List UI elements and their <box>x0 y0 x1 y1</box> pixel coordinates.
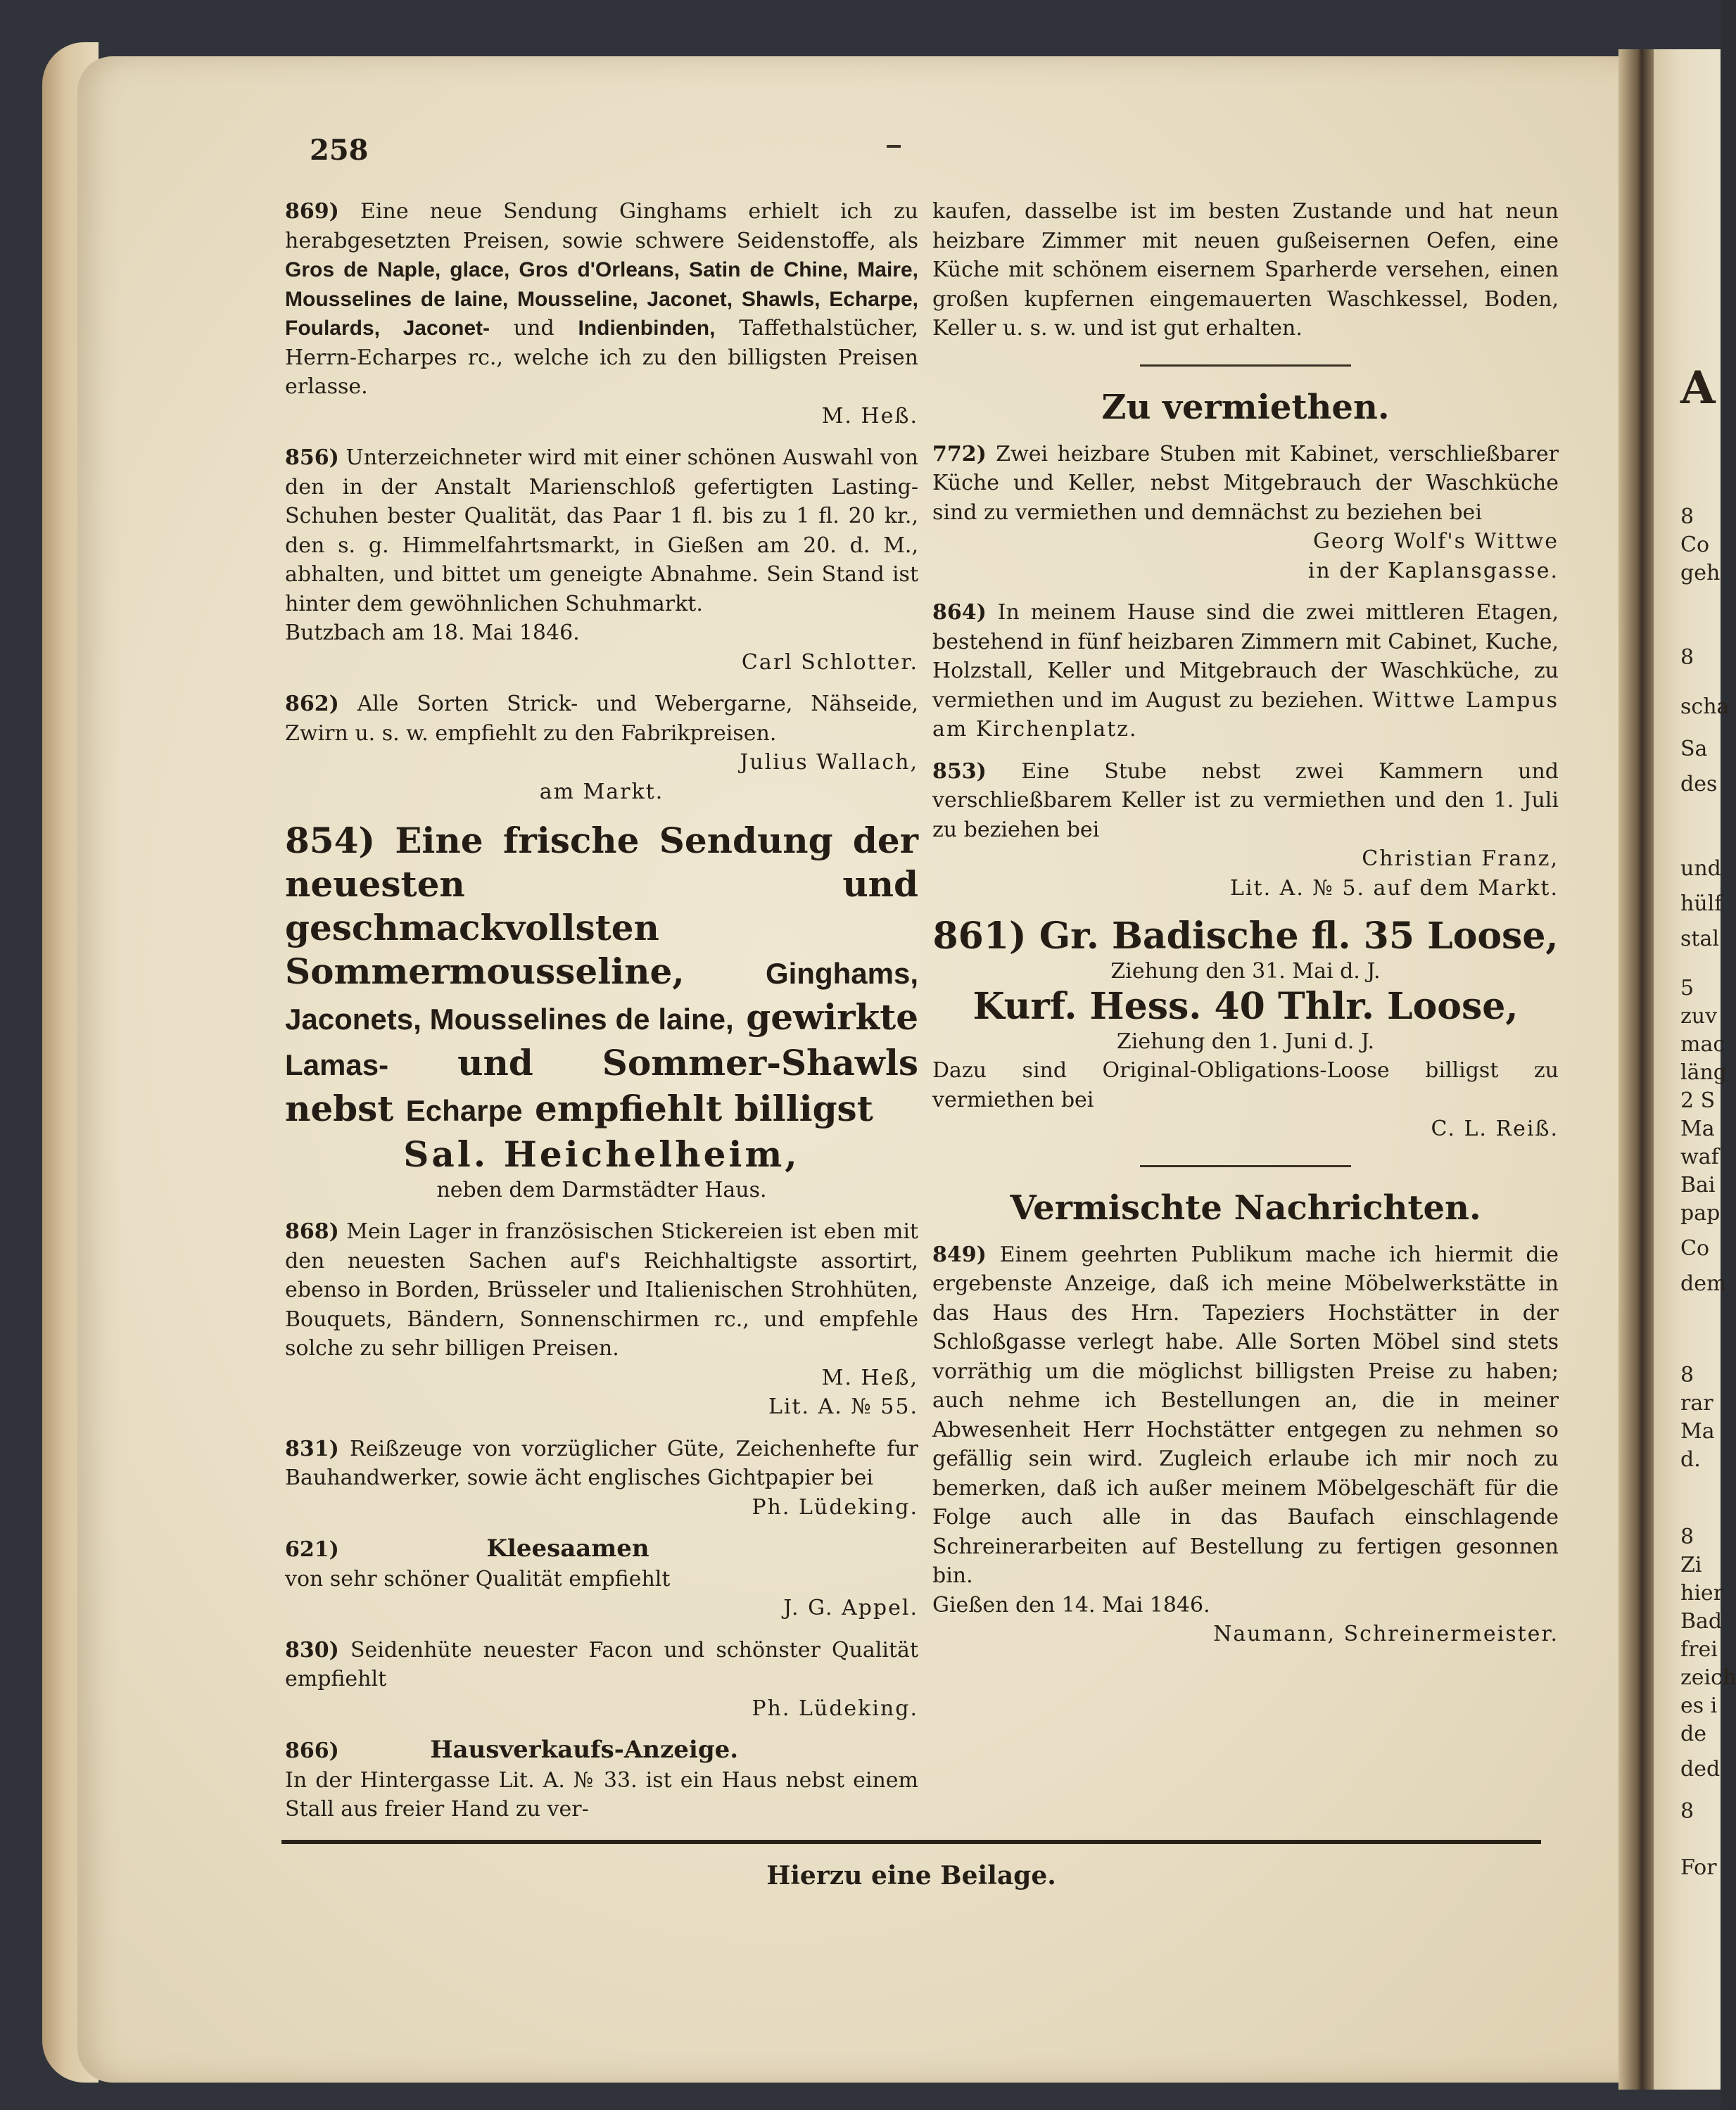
ad-853: 853) Eine Stube nebst zwei Kammern und verschließbarem Keller ist zu vermiethen und den 1. Juli zu beziehen bei Christian Franz, Lit. A. № 5. auf dem Markt. <box>932 757 1559 903</box>
ad-621-signature: J. G. Appel. <box>783 1596 918 1620</box>
header-mark <box>887 145 901 148</box>
next-page-fragment: waf <box>1680 1145 1719 1169</box>
ad-869-signature: M. Heß. <box>821 403 918 428</box>
ad-864-signature: Wittwe Lampus am Kirchenplatz. <box>932 687 1559 742</box>
next-page-fragment: es i <box>1680 1693 1718 1718</box>
next-page-fragment: A <box>1680 362 1716 414</box>
next-page-fragment: Ma <box>1680 1419 1715 1444</box>
next-page-fragment: Co <box>1680 533 1710 557</box>
page-number: 258 <box>310 134 369 167</box>
ad-831: 831) Reißzeuge von vorzüglicher Güte, Zeichenhefte fur Bauhandwerker, sowie ächt englisches Gichtpapier bei Ph. Lüdeking. <box>285 1435 918 1523</box>
ad-830: 830) Seidenhüte neuester Facon und schönster Qualität empfiehlt Ph. Lüdeking. <box>285 1636 918 1724</box>
left-column <box>285 197 918 1837</box>
ad-854-location: neben dem Darmstädter Haus. <box>436 1178 767 1202</box>
ad-772-signature: Georg Wolf's Wittwe <box>1312 529 1559 554</box>
ad-861-line1: 861) Gr. Badische fl. 35 Loose, <box>932 915 1559 958</box>
page-footer: Hierzu eine Beilage. <box>766 1861 1056 1890</box>
ad-868-location: Lit. A. № 55. <box>768 1394 918 1419</box>
next-page-fragment: Ma <box>1680 1117 1715 1141</box>
next-page-fragment: rar <box>1680 1391 1713 1416</box>
next-page-fragment: Bad <box>1680 1609 1723 1634</box>
ad-861: 861) Gr. Badische fl. 35 Loose, Ziehung den 31. Mai d. J. Kurf. Hess. 40 Thlr. Loose, Ziehung den 1. Juni d. J. Dazu sind Original-Obligations-Loose billigst zu vermiethen bei C. L. Reiß. <box>932 915 1559 1144</box>
next-page-fragment: hier <box>1680 1581 1724 1606</box>
next-page-fragment: 8 <box>1680 1525 1694 1549</box>
next-page-fragment: 8 <box>1680 645 1694 670</box>
ad-854: 854) Eine frische Sendung der neuesten und geschmackvollsten Sommermousseline, Ginghams, Jaconets, Mousselines de laine, gewirkte Lamas- und Sommer-Shawls nebst Echarpe empfiehlt billigst Sal. Heichelheim, neben dem Darmstädter Haus. <box>285 819 918 1205</box>
ad-868: 868) Mein Lager in französischen Stickereien ist eben mit den neuesten Sachen auf's Reichhaltigste assortirt, ebenso in Borden, Brüsseler und Italienischen Strohhüten, Bouquets, Bändern, Sonnenschirmen rc., und empfehle solche zu sehr billigen Preisen. M. Heß, Lit. A. № 55. <box>285 1217 918 1422</box>
next-page-fragment: hülf <box>1680 891 1723 916</box>
ad-854-signature: Sal. Heichelheim, <box>403 1133 800 1175</box>
ad-869: 869) Eine neue Sendung Ginghams erhielt ich zu herabgesetzten Preisen, sowie schwere Seidenstoffe, als Gros de Naple, glace, Gros d'Orleans, Satin de Chine, Maire, Mousselines de laine, Mousseline, Jaconet, Shawls, Echarpe, Foulards, Jaconet- und Indienbinden, Taffethalstücher, Herrn-Echarpes rc., welche ich zu den billigsten Preisen erlasse. M. Heß. <box>285 197 918 431</box>
next-page-fragment: 8 <box>1680 1799 1694 1824</box>
next-page-fragment: stal <box>1680 927 1719 951</box>
ad-862-location: am Markt. <box>539 779 664 804</box>
next-page-fragment: Co <box>1680 1236 1710 1261</box>
next-page-fragment: des <box>1680 772 1718 796</box>
next-page-fragment: zuv <box>1680 1004 1718 1029</box>
next-page-fragment: Zi <box>1680 1553 1702 1577</box>
separator-rule-2 <box>1140 1165 1351 1167</box>
next-page-fragment: dem <box>1680 1271 1727 1296</box>
ad-772-location: in der Kaplansgasse. <box>1307 558 1559 583</box>
next-page-fragment: mac <box>1680 1032 1725 1057</box>
next-page-fragment: Bai <box>1680 1173 1716 1197</box>
next-page-fragment: d. <box>1680 1447 1701 1472</box>
ad-856-signature: Carl Schlotter. <box>741 649 918 675</box>
ad-831-signature: Ph. Lüdeking. <box>752 1494 918 1520</box>
ad-830-signature: Ph. Lüdeking. <box>752 1696 918 1721</box>
separator-rule <box>1140 364 1351 367</box>
ad-621: 621) Kleesaamen von sehr schöner Qualität empfiehlt J. G. Appel. <box>285 1534 918 1623</box>
next-page-fragment: Sa <box>1680 737 1708 761</box>
next-page-fragment: de <box>1680 1722 1706 1746</box>
next-page-fragment: 5 <box>1680 976 1694 1000</box>
ad-861-signature: C. L. Reiß. <box>1431 1117 1559 1141</box>
ad-853-location: Lit. A. № 5. auf dem Markt. <box>1230 875 1559 901</box>
next-page-fragment: ded <box>1680 1757 1721 1781</box>
bottom-rule <box>281 1840 1541 1844</box>
ad-866: 866) Hausverkaufs-Anzeige. In der Hintergasse Lit. A. № 33. ist ein Haus nebst einem Stall aus freier Hand zu ver- <box>285 1736 918 1822</box>
ad-856: 856) Unterzeichneter wird mit einer schönen Auswahl von den in der Anstalt Marienschloß gefertigten Lasting-Schuhen bester Qualität, das Paar 1 fl. bis zu 1 fl. 20 kr., den s. g. Himmelfahrtsmarkt, in Gießen am 20. d. M., abhalten, und bittet um geneigte Abnahme. Sein Stand ist hinter dem gewöhnlichen Schuhmarkt. Butzbach am 18. Mai 1846. Carl Schlotter. <box>285 443 918 677</box>
ad-853-signature: Christian Franz, <box>1362 846 1559 871</box>
next-page-fragment: frei <box>1680 1637 1718 1662</box>
ad-856-place: Butzbach am 18. Mai 1846. <box>285 621 580 645</box>
ad-864: 864) In meinem Hause sind die zwei mittleren Etagen, bestehend in fünf heizbaren Zimmern mit Cabinet, Kuche, Holzstall, Keller und Mitgebrauch der Waschküche, zu vermiethen und im August zu beziehen. Wittwe Lampus am Kirchenplatz. <box>932 600 1559 742</box>
next-page-fragment: pap <box>1680 1201 1721 1226</box>
ad-868-signature: M. Heß, <box>821 1365 918 1390</box>
section-heading-misc: Vermischte Nachrichten. <box>1010 1188 1481 1228</box>
ad-861-line3: Kurf. Hess. 40 Thlr. Loose, <box>972 985 1519 1028</box>
next-page-fragment: 8 <box>1680 1363 1694 1387</box>
section-heading-rent: Zu vermiethen. <box>1101 387 1390 427</box>
next-page-fragment: scha <box>1680 694 1730 719</box>
ad-849-signature: Naumann, Schreinermeister. <box>1213 1622 1559 1646</box>
ad-862: 862) Alle Sorten Strick- und Webergarne, Nähseide, Zwirn u. s. w. empfiehlt zu den Fabrikpreisen. Julius Wallach, am Markt. <box>285 689 918 806</box>
ad-862-signature: Julius Wallach, <box>740 750 918 775</box>
next-page-fragment: 8 <box>1680 504 1694 529</box>
next-page-fragment: zeich <box>1680 1665 1736 1690</box>
ad-849-place: Gießen den 14. Mai 1846. <box>932 1592 1210 1618</box>
ad-772: 772) Zwei heizbare Stuben mit Kabinet, verschließbarer Küche und Keller, nebst Mitgebrauch der Waschküche sind zu vermiethen und demnächst zu beziehen bei Georg Wolf's Wittwe in der Kaplansgasse. <box>932 440 1559 586</box>
right-column <box>932 197 1559 1662</box>
next-page-fragment: und <box>1680 856 1721 881</box>
next-page-fragment: geh <box>1680 561 1721 585</box>
ad-866-continued: kaufen, dasselbe ist im besten Zustande und hat neun heizbare Zimmer mit neuen gußeisernen Oefen, eine Küche mit schönem eisernem Sparherde versehen, einen großen kupfernen eingemauerten Waschkessel, Boden, Keller u. s. w. und ist gut erhalten. <box>932 199 1559 341</box>
ad-849: 849) Einem geehrten Publikum mache ich hiermit die ergebenste Anzeige, daß ich meine Möbelwerkstätte in das Haus des Hrn. Tapeziers Hochstätter in der Schloßgasse verlegt habe. Alle Sorten Möbel sind stets vorräthig um die möglichst billigsten Preise zu haben; auch nehme ich Bestellungen an, die in meiner Abwesenheit Herr Hochstätter entgegen zu nehmen so gefällig sein wird. Zugleich erlaube ich mir noch zu bemerken, daß ich außer meinem Möbelgeschäft für die Folge auch alle in das Baufach einschlagende Schreinerarbeiten auf Bestellung zu fertigen gesonnen bin. Gießen den 14. Mai 1846. Naumann, Schreinermeister. <box>932 1240 1559 1649</box>
next-page-fragment: For <box>1680 1855 1717 1880</box>
next-page-fragment: läng <box>1680 1060 1728 1085</box>
next-page-fragment: 2 S <box>1680 1088 1716 1113</box>
